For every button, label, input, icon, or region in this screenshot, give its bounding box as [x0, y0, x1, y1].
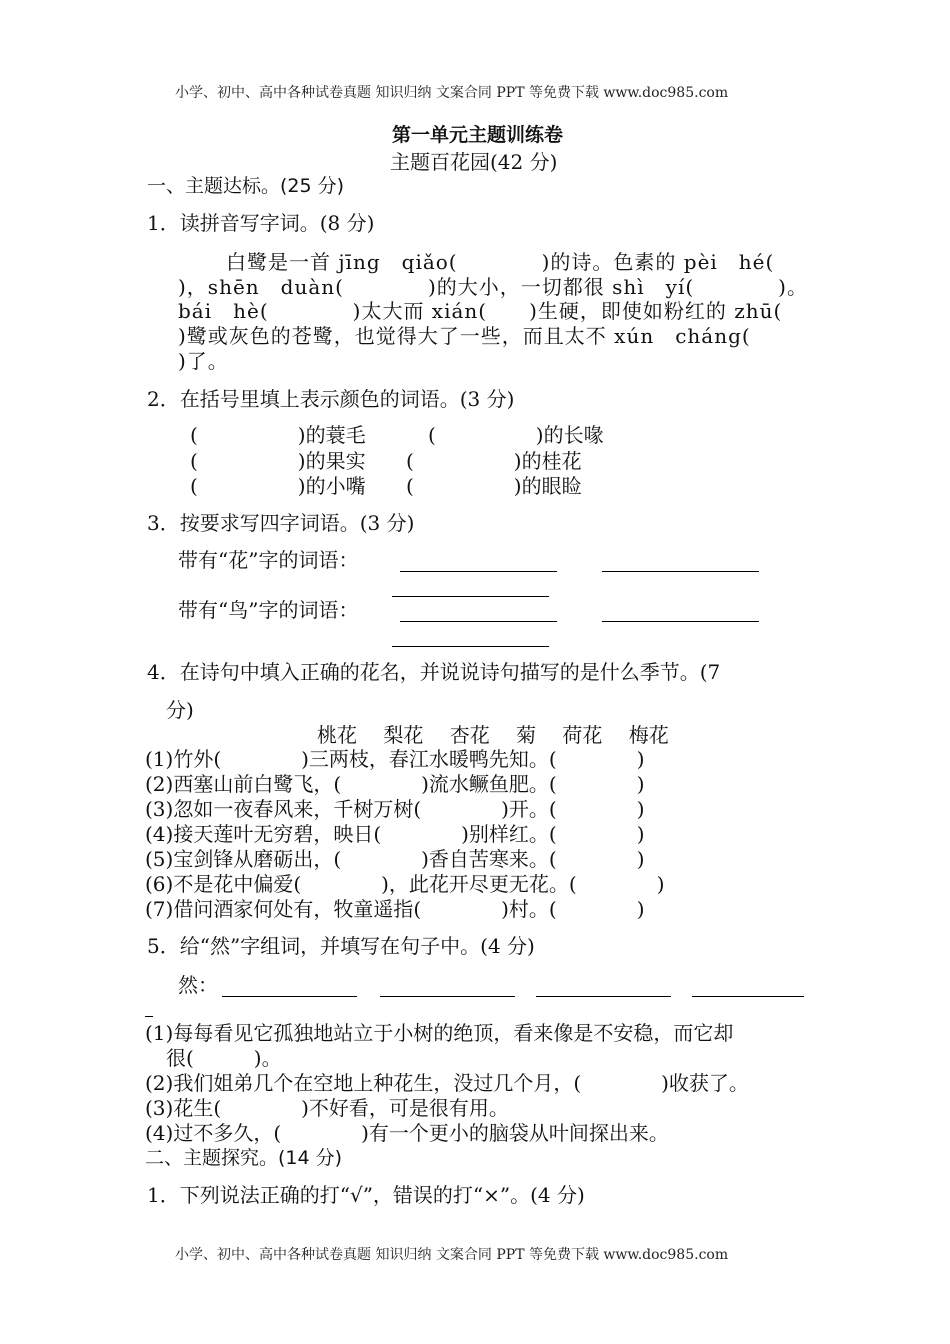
- q2-item: ( )的眼睑: [406, 474, 582, 498]
- q2-item: ( )的长喙: [428, 423, 604, 447]
- q1-line-4: )鹭或灰色的苍鹭，也觉得大了一些，而且太不 xún cháng(: [178, 324, 751, 348]
- answer-line[interactable]: [536, 978, 671, 997]
- q5-title: 5．给“然”字组词，并填写在句子中。(4 分): [147, 934, 535, 958]
- q3-bird-label: 带有“鸟”字的词语：: [178, 598, 359, 622]
- answer-line[interactable]: [380, 978, 515, 997]
- q4-item: (1)竹外( )三两枝，春江水暖鸭先知。( ): [145, 747, 645, 771]
- answer-line[interactable]: [400, 603, 557, 622]
- q2-item: ( )的果实: [190, 449, 366, 473]
- q2-title: 2．在括号里填上表示颜色的词语。(3 分): [147, 387, 515, 411]
- q5-prefix: 然：: [178, 973, 218, 997]
- q5-item: (3)花生( )不好看，可是很有用。: [145, 1096, 509, 1120]
- q3-title: 3．按要求写四字词语。(3 分): [147, 511, 415, 535]
- q4-title: 4．在诗句中填入正确的花名，并说说诗句描写的是什么季节。(7: [147, 660, 721, 684]
- answer-line[interactable]: [392, 628, 549, 647]
- q1-title: 1．读拼音写字词。(8 分): [147, 211, 375, 235]
- q3-flower-label: 带有“花”字的词语：: [178, 548, 359, 572]
- q2-item: ( )的蓑毛: [190, 423, 366, 447]
- answer-line[interactable]: [145, 998, 153, 1017]
- q4-item: (7)借问酒家何处有，牧童遥指( )村。( ): [145, 897, 645, 921]
- section-2-heading: 二、主题探究。(14 分): [145, 1147, 343, 1169]
- page-footer: 小学、初中、高中各种试卷真题 知识归纳 文案合同 PPT 等免费下载 www.doc985.com: [175, 1247, 729, 1263]
- answer-line[interactable]: [222, 978, 357, 997]
- q1-line-2: )，shēn duàn( )的大小，一切都很 shì yí( )。: [178, 275, 808, 299]
- q4-item: (3)忽如一夜春风来，千树万树( )开。( ): [145, 797, 645, 821]
- section-1-heading: 一、主题达标。(25 分): [147, 175, 345, 197]
- q1-line-1: 白鹭是一首 jīng qiǎo( )的诗。色素的 pèi hé(: [226, 250, 775, 274]
- q4-item: (6)不是花中偏爱( )，此花开尽更无花。( ): [145, 872, 665, 896]
- q1-line-5: )了。: [178, 349, 229, 373]
- answer-line[interactable]: [602, 553, 759, 572]
- page-header: 小学、初中、高中各种试卷真题 知识归纳 文案合同 PPT 等免费下载 www.doc985.com: [175, 85, 729, 101]
- page-subtitle: 主题百花园(42 分): [390, 150, 558, 174]
- q2-item: ( )的桂花: [406, 449, 582, 473]
- answer-line[interactable]: [692, 978, 804, 997]
- q1-line-3: bái hè( )太大而 xián( )生硬，即使如粉红的 zhū(: [178, 299, 783, 323]
- q5-item: 很( )。: [166, 1046, 282, 1070]
- q5-item: (1)每每看见它孤独地站立于小树的绝顶，看来像是不安稳，而它却: [145, 1021, 734, 1045]
- q4-item: (5)宝剑锋从磨砺出，( )香自苦寒来。( ): [145, 847, 645, 871]
- answer-line[interactable]: [392, 578, 549, 597]
- q5-item: (2)我们姐弟几个在空地上种花生，没过几个月，( )收获了。: [145, 1071, 749, 1095]
- page-title: 第一单元主题训练卷: [392, 124, 564, 146]
- q5-item: (4)过不多久，( )有一个更小的脑袋从叶间探出来。: [145, 1121, 669, 1145]
- q4-options: 桃花 梨花 杏花 菊 荷花 梅花: [317, 723, 669, 747]
- answer-line[interactable]: [400, 553, 557, 572]
- answer-line[interactable]: [602, 603, 759, 622]
- q2-item: ( )的小嘴: [190, 474, 366, 498]
- q4-item: (2)西塞山前白鹭飞，( )流水鳜鱼肥。( ): [145, 772, 645, 796]
- s2-q1-title: 1．下列说法正确的打“√”，错误的打“×”。(4 分): [147, 1183, 585, 1207]
- q4-item: (4)接天莲叶无穷碧，映日( )别样红。( ): [145, 822, 645, 846]
- q4-title-continued: 分): [166, 698, 194, 722]
